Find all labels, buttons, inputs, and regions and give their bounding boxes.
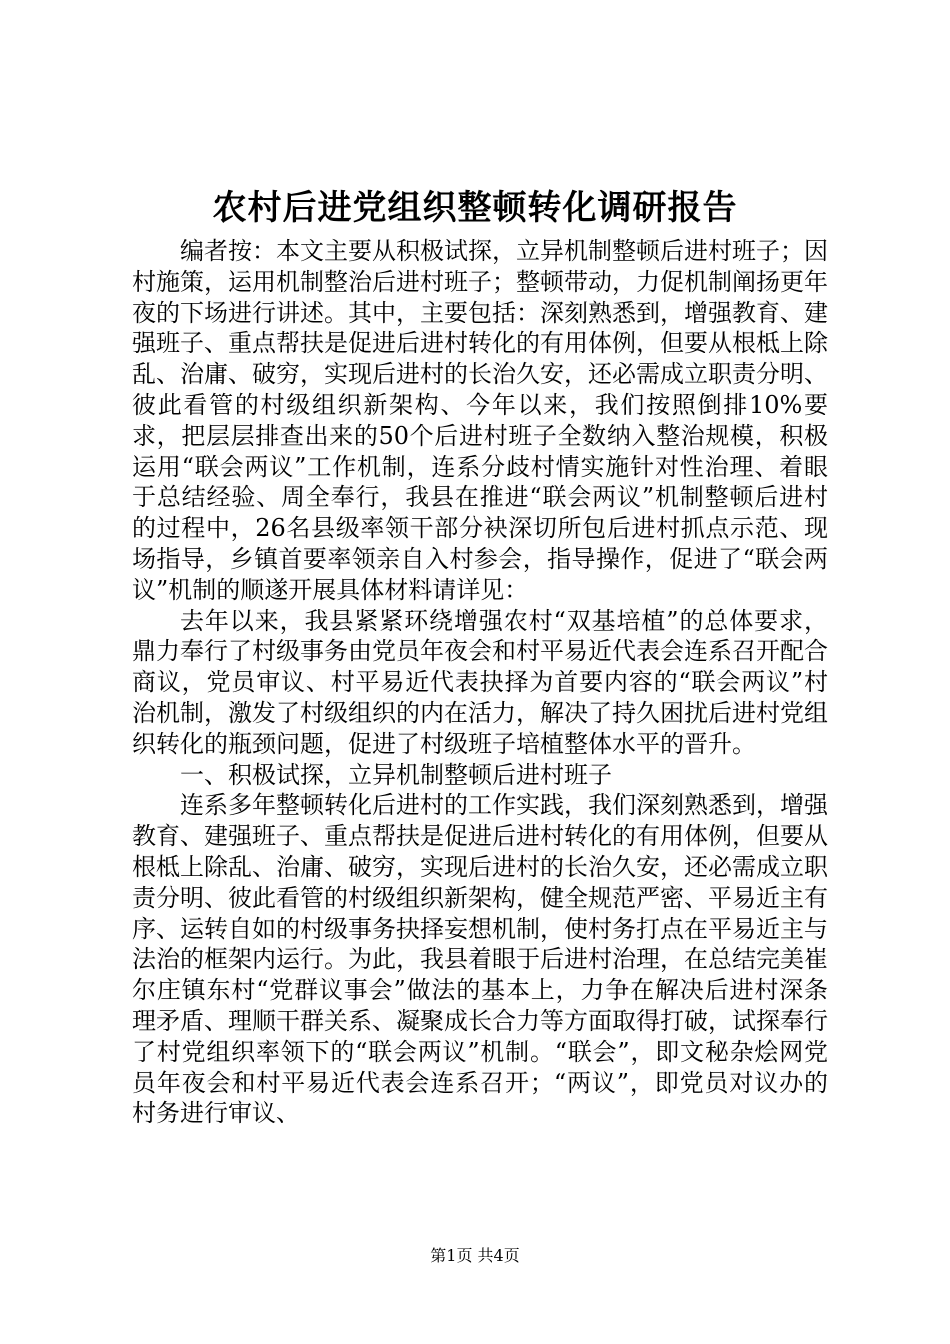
- section-heading: 一、积极试探，立异机制整顿后进村班子: [180, 760, 612, 789]
- section-paragraph: 连系多年整顿转化后进村的工作实践，我们深刻熟悉到，增强教育、建强班子、重点帮扶是促进后进村转化的有用体例，但要从根柢上除乱、治庸、破穷，实现后进村的长治久安，还必需成立职责分明、彼此看管的村级组织新架构，健全规范严密、平易近主有序、运转自如的村级事务抉择妄想机制，使村务打点在平易近主与法治的框架内运行。为此，我县着眼于后进村治理，在总结完美崔尔庄镇东村“党群议事会”做法的基本上，力争在解决后进村深条理矛盾、理顺干群关系、凝聚成长合力等方面取得打破，试探奉行了村党组织率领下的“联会两议”机制。“联会”，即文秘杂烩网党员年夜会和村平易近代表会连系召开；“两议”，即党员对议办的村务进行审议、: [132, 791, 828, 1128]
- intro-paragraph: 去年以来，我县紧紧环绕增强农村“双基培植”的总体要求，鼎力奉行了村级事务由党员年夜会和村平易近代表会连系召开配合商议，党员审议、村平易近代表抉择为首要内容的“联会两议”村治机制，激发了村级组织的内在活力，解决了持久困扰后进村党组织转化的瓶颈问题，促进了村级班子培植整体水平的晋升。: [132, 606, 828, 758]
- document-body: [132, 236, 828, 1129]
- document-title: 农村后进党组织整顿转化调研报告: [212, 188, 738, 228]
- editor-note-paragraph: 编者按：本文主要从积极试探，立异机制整顿后进村班子；因村施策，运用机制整治后进村班子；整顿带动，力促机制阐扬更年夜的下场进行讲述。其中，主要包括：深刻熟悉到，增强教育、建强班子、重点帮扶是促进后进村转化的有用体例，但要从根柢上除乱、治庸、破穷，实现后进村的长治久安，还必需成立职责分明、彼此看管的村级组织新架构、今年以来，我们按照倒排10%要求，把层层排查出来的50个后进村班子全数纳入整治规模，积极运用“联会两议”工作机制，连系分歧村情实施针对性治理、着眼于总结经验、周全奉行，我县在推进“联会两议”机制整顿后进村的过程中，26名县级率领干部分袂深切所包后进村抓点示范、现场指导，乡镇首要率领亲自入村参会，指导操作，促进了“联会两议”机制的顺遂开展具体材料请详见：: [132, 237, 828, 604]
- page-footer: 第1页 共4页: [430, 1246, 520, 1265]
